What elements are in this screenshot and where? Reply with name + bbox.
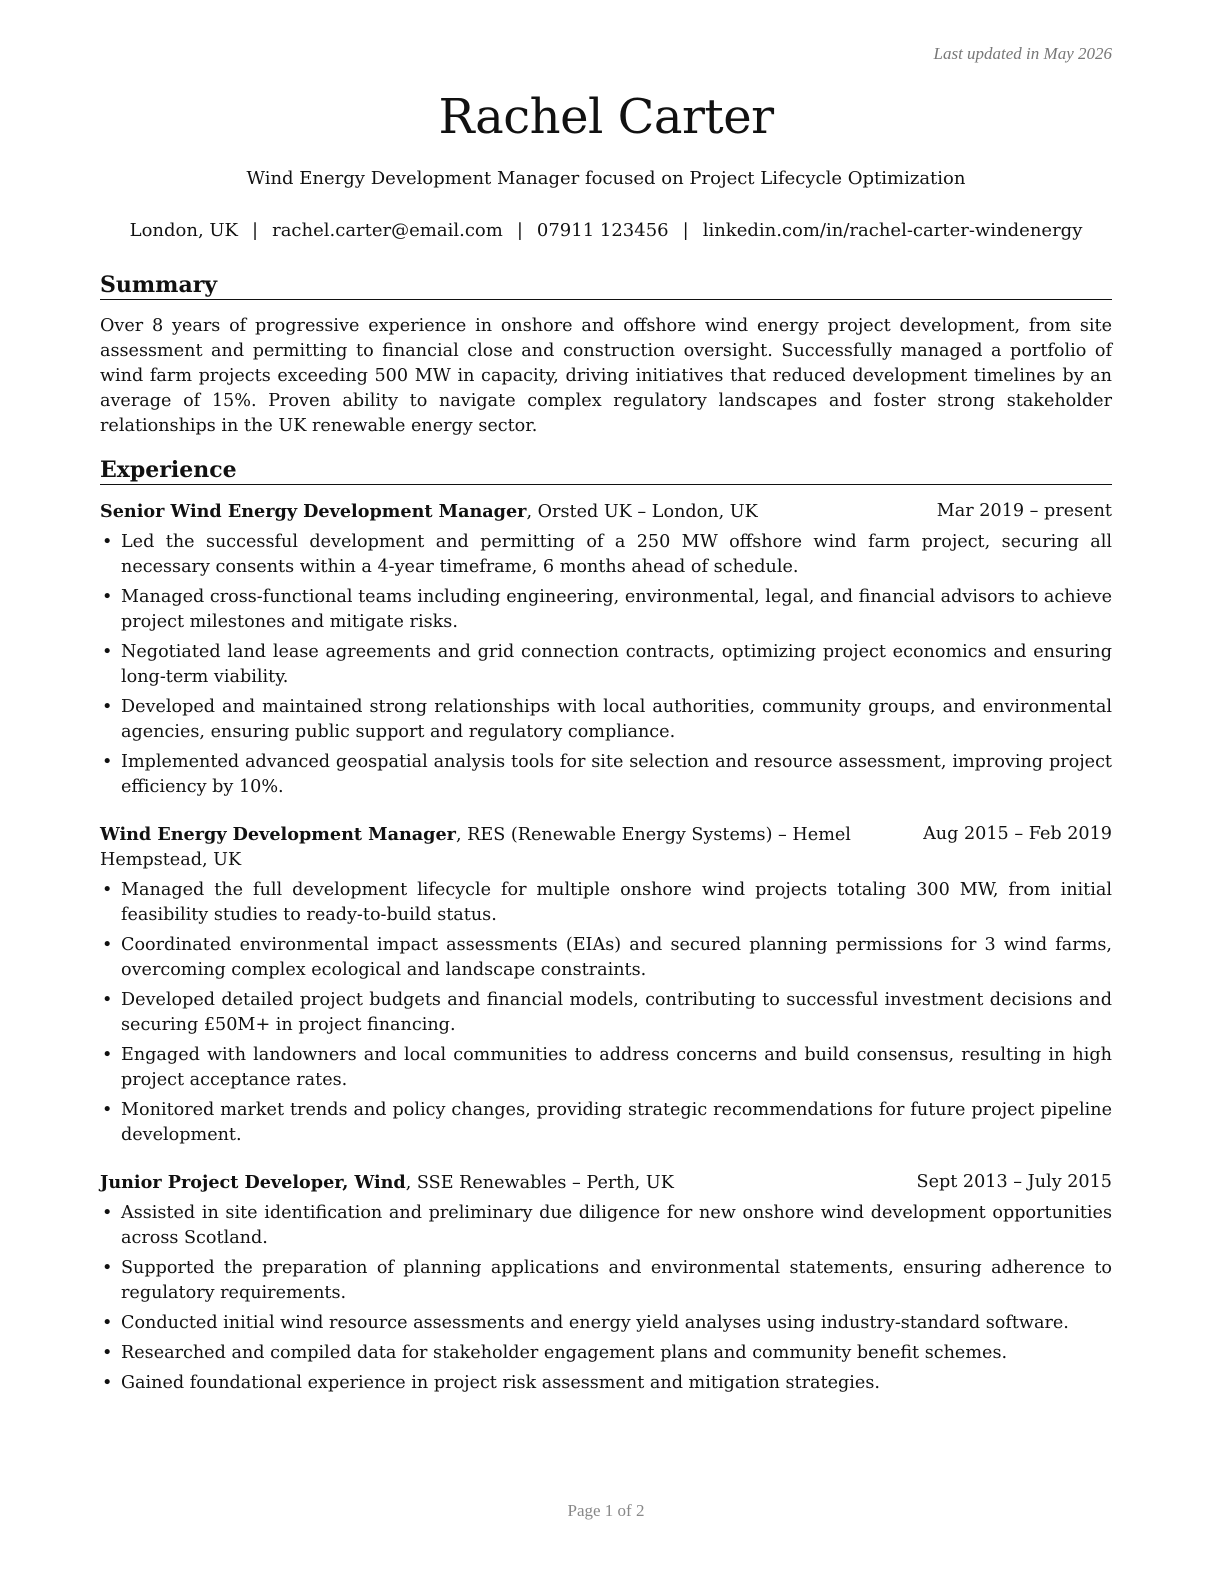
job-header bbox=[100, 499, 1112, 525]
contact-phone: 07911 123456 bbox=[536, 220, 669, 241]
bullet-glyph: • bbox=[102, 1100, 113, 1120]
page-number: Page 1 of 2 bbox=[567, 1501, 645, 1520]
list-item: • Managed cross-functional teams including engineering, environmental, legal, and financial advisors to achieve project milestones and mitigate risks. bbox=[102, 587, 1112, 632]
contact-line bbox=[100, 219, 1112, 243]
list-item: • Developed and maintained strong relationships with local authorities, community groups, and environmental agencies, ensuring public support and regulatory compliance. bbox=[102, 697, 1112, 742]
job-bullets bbox=[100, 530, 1112, 800]
bullet-glyph: • bbox=[102, 880, 113, 900]
job-dates: Sept 2013 – July 2015 bbox=[916, 1172, 1112, 1192]
list-item: • Assisted in site identification and preliminary due diligence for new onshore wind development opportunities across Scotland. bbox=[102, 1203, 1112, 1248]
list-item: • Engaged with landowners and local communities to address concerns and build consensus, resulting in high project acceptance rates. bbox=[102, 1045, 1112, 1090]
summary-heading: Summary bbox=[100, 271, 1112, 300]
list-item: • Led the successful development and permitting of a 250 MW offshore wind farm project, securing all necessary consents within a 4-year timeframe, 6 months ahead of schedule. bbox=[102, 532, 1112, 577]
job-title: Senior Wind Energy Development Manager bbox=[100, 501, 527, 522]
bullet-glyph: • bbox=[102, 1258, 113, 1278]
job-entry bbox=[100, 499, 1112, 805]
list-item: • Implemented advanced geospatial analysis tools for site selection and resource assessment, improving project efficiency by 10%. bbox=[102, 752, 1112, 797]
job-org: , Orsted UK – London, UK bbox=[526, 502, 758, 522]
contact-separator: | bbox=[682, 220, 689, 241]
contact-linkedin-link[interactable]: linkedin.com/in/rachel-carter-windenergy bbox=[702, 220, 1083, 241]
list-item: • Developed detailed project budgets and financial models, contributing to successful investment decisions and securing £50M+ in project financing. bbox=[102, 990, 1112, 1035]
job-dates: Aug 2015 – Feb 2019 bbox=[923, 824, 1112, 844]
job-header bbox=[100, 822, 1112, 873]
bullet-glyph: • bbox=[102, 697, 113, 717]
contact-location: London, UK bbox=[129, 220, 239, 241]
job-bullets bbox=[100, 878, 1112, 1148]
bullet-glyph: • bbox=[102, 1343, 113, 1363]
bullet-glyph: • bbox=[102, 990, 113, 1010]
contact-separator: | bbox=[516, 220, 523, 241]
list-item: • Gained foundational experience in project risk assessment and mitigation strategies. bbox=[100, 1371, 1112, 1396]
contact-email-link[interactable]: rachel.carter@email.com bbox=[272, 220, 503, 241]
job-org: , RES (Renewable Energy Systems) – Hemel Hempstead, UK bbox=[100, 825, 851, 870]
list-item: • Coordinated environmental impact assessments (EIAs) and secured planning permissions for 3 wind farms, overcoming complex ecological and landscape constraints. bbox=[102, 935, 1112, 980]
job-bullets bbox=[100, 1201, 1112, 1396]
bullet-glyph: • bbox=[102, 1313, 113, 1333]
job-header bbox=[100, 1170, 1112, 1196]
bullet-glyph: • bbox=[102, 1203, 113, 1223]
list-item: • Monitored market trends and policy changes, providing strategic recommendations for future project pipeline development. bbox=[102, 1100, 1112, 1145]
job-title: Wind Energy Development Manager bbox=[100, 824, 456, 845]
experience-heading: Experience bbox=[100, 456, 1112, 485]
summary-text: Over 8 years of progressive experience in onshore and offshore wind energy project development, from site assessment and permitting to financial close and construction oversight. Successfully managed a portfolio of wind farm projects exceeding 500 MW in capacity, driving initiatives that reduced development timelines by an average of 15%. Proven ability to navigate complex regulatory landscapes and foster strong stakeholder relationships in the UK renewable energy sector. bbox=[100, 316, 1112, 436]
job-entry bbox=[100, 822, 1112, 1153]
bullet-glyph: • bbox=[102, 532, 113, 552]
bullet-glyph: • bbox=[102, 1373, 113, 1393]
bullet-glyph: • bbox=[102, 1045, 113, 1065]
list-item: • Conducted initial wind resource assessments and energy yield analyses using industry-standard software. bbox=[100, 1311, 1112, 1336]
bullet-glyph: • bbox=[102, 935, 113, 955]
contact-separator: | bbox=[252, 220, 259, 241]
last-updated: Last updated in May 2026 bbox=[933, 44, 1112, 63]
bullet-glyph: • bbox=[102, 642, 113, 662]
candidate-name: Rachel Carter bbox=[438, 89, 774, 145]
tagline: Wind Energy Development Manager focused on Project Lifecycle Optimization bbox=[246, 168, 966, 189]
list-item: • Supported the preparation of planning applications and environmental statements, ensuring adherence to regulatory requirements. bbox=[102, 1258, 1112, 1303]
list-item: • Researched and compiled data for stakeholder engagement plans and community benefit schemes. bbox=[100, 1341, 1112, 1366]
bullet-glyph: • bbox=[102, 587, 113, 607]
job-dates: Mar 2019 – present bbox=[936, 501, 1112, 521]
list-item: • Negotiated land lease agreements and grid connection contracts, optimizing project economics and ensuring long-term viability. bbox=[102, 642, 1112, 687]
job-title: Junior Project Developer, Wind bbox=[100, 1172, 406, 1193]
job-org: , SSE Renewables – Perth, UK bbox=[405, 1173, 674, 1193]
list-item: • Managed the full development lifecycle for multiple onshore wind projects totaling 300 MW, from initial feasibility studies to ready-to-build status. bbox=[102, 880, 1112, 925]
job-entry bbox=[100, 1170, 1112, 1401]
bullet-glyph: • bbox=[102, 752, 113, 772]
